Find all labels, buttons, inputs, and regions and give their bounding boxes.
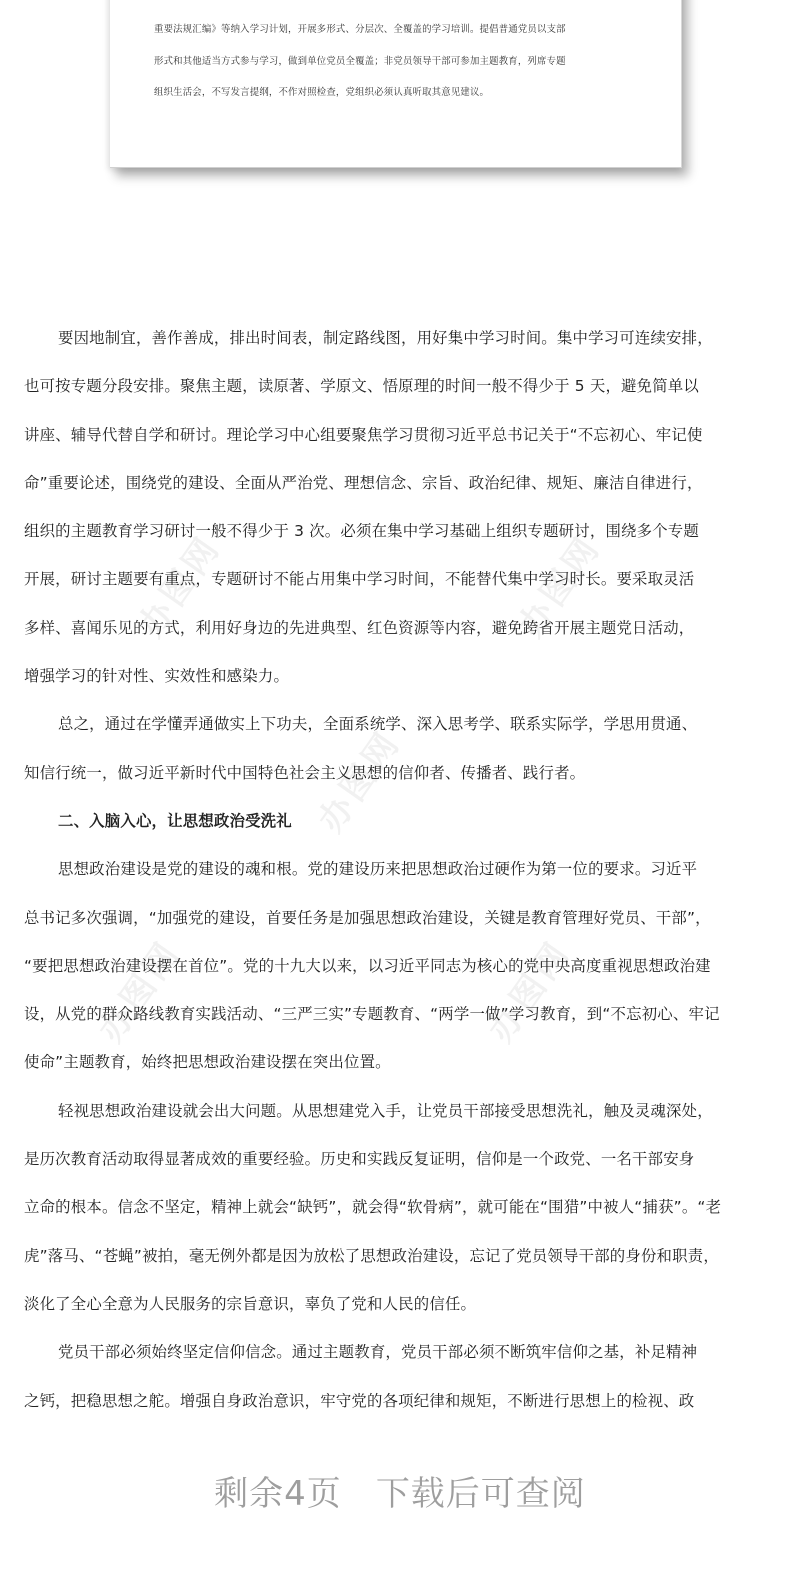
remaining-pages-label: 剩余4页 [214,1474,342,1514]
document-preview-card [110,0,682,168]
text-line: 总书记多次强调，“加强党的建设，首要任务是加强思想政治建设，关键是教育管理好党员、干部”， [24,908,711,927]
text-line: 也可按专题分段安排。聚焦主题，读原著、学原文、悟原理的时间一般不得少于 5 天，避免简单以 [24,377,699,396]
watermark: 办图网 [510,528,609,645]
text-line: 设，从党的群众路线教育实践活动、“三严三实”专题教育、“两学一做”学习教育，到“不忘初心、牢记 [24,1005,720,1024]
text-line: 增强学习的针对性、实效性和感染力。 [24,667,290,686]
watermark: 办图网 [480,933,579,1050]
preview-line: 形式和其他适当方式参与学习，做到单位党员全覆盖；非党员领导干部可参加主题教育，列席专题 [154,55,566,67]
text-line: 思想政治建设是党的建设的魂和根。党的建设历来把思想政治过硬作为第一位的要求。习近平 [58,860,698,879]
text-line: 淡化了全心全意为人民服务的宗旨意识，辜负了党和人民的信任。 [24,1294,477,1313]
preview-line: 重要法规汇编》等纳入学习计划，开展多形式、分层次、全覆盖的学习培训。提倡普通党员以支部 [154,24,566,35]
text-line: 之钙，把稳思想之舵。增强自身政治意识，牢守党的各项纪律和规矩，不断进行思想上的检视、政 [24,1391,695,1410]
text-line: 是历次教育活动取得显著成效的重要经验。历史和实践反复证明，信仰是一个政党、一名干部安身 [24,1150,695,1169]
paragraph [24,319,776,705]
section-heading: 二、入脑入心，让思想政治受洗礼 [58,811,292,830]
watermark: 办图网 [90,933,189,1050]
paragraph [24,850,776,1091]
download-hint-label: 下载后可查阅 [375,1474,586,1514]
text-line: 立命的根本。信念不坚定，精神上就会“缺钙”，就会得“软骨病”，就可能在“围猎”中被人“捕获”。“老 [24,1198,722,1217]
text-line: 知信行统一，做习近平新时代中国特色社会主义思想的信仰者、传播者、践行者。 [24,763,586,782]
text-line: “要把思想政治建设摆在首位”。党的十九大以来，以习近平同志为核心的党中央高度重视思想政治建 [24,956,711,975]
text-line: 讲座、辅导代替自学和研讨。理论学习中心组要聚焦学习贯彻习近平总书记关于“不忘初心、牢记使 [24,425,703,444]
text-line: 多样、喜闻乐见的方式，利用好身边的先进典型、红色资源等内容，避免跨省开展主题党日活动， [24,618,695,637]
text-line: 使命”主题教育，始终把思想政治建设摆在突出位置。 [24,1053,391,1072]
text-line: 命”重要论述，围绕党的建设、全面从严治党、理想信念、宗旨、政治纪律、规矩、廉洁自律进行， [24,473,703,492]
paragraph [24,705,776,802]
document-body [24,319,776,1430]
watermark: 办图网 [310,723,409,840]
text-line: 开展，研讨主题要有重点，专题研讨不能占用集中学习时间，不能替代集中学习时长。要采取灵活 [24,570,695,589]
text-line: 组织的主题教育学习研讨一般不得少于 3 次。必须在集中学习基础上组织专题研讨，围绕多个专题 [24,522,699,541]
paragraph [24,1333,776,1430]
text-line: 党员干部必须始终坚定信仰信念。通过主题教育，党员干部必须不断筑牢信仰之基，补足精神 [58,1343,698,1362]
watermark: 办图网 [130,528,229,645]
text-line: 轻视思想政治建设就会出大问题。从思想建党入手，让党员干部接受思想洗礼，触及灵魂深处， [58,1101,713,1120]
text-line: 要因地制宜，善作善成，排出时间表，制定路线图，用好集中学习时间。集中学习可连续安排， [58,329,713,347]
preview-card-text [154,14,634,109]
paragraph [24,1092,776,1333]
download-to-view-prompt[interactable] [0,1466,800,1515]
text-line: 虎”落马、“苍蝇”被拍，毫无例外都是因为放松了思想政治建设，忘记了党员领导干部的身份和职责， [24,1246,719,1265]
preview-line: 组织生活会，不写发言提纲，不作对照检查，党组织必须认真听取其意见建议。 [154,87,490,98]
text-line: 总之，通过在学懂弄通做实上下功夫，全面系统学、深入思考学、联系实际学，学思用贯通、 [58,715,698,734]
